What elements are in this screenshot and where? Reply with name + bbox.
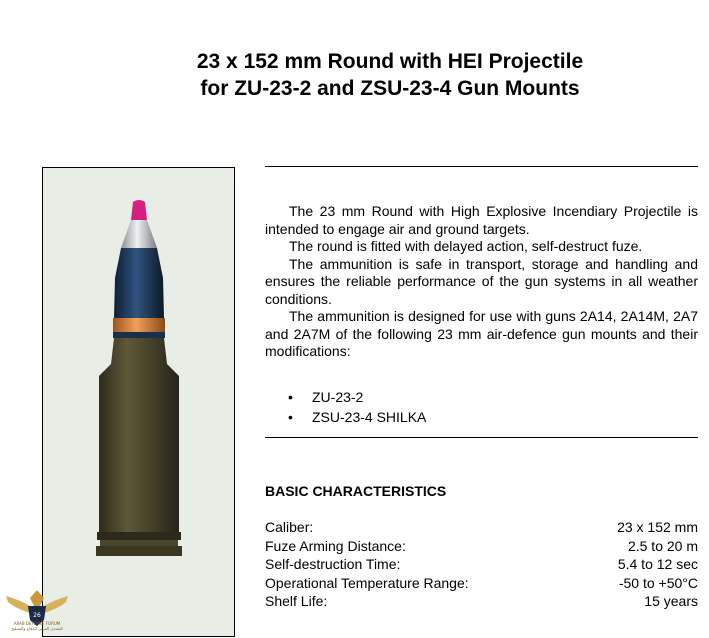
spec-value: -50 to +50°C	[618, 574, 698, 591]
spec-value: 5.4 to 12 sec	[617, 556, 698, 572]
title-line-2: for ZU-23-2 and ZSU-23-4 Gun Mounts	[200, 77, 580, 100]
table-row	[265, 592, 698, 611]
top-divider	[265, 166, 698, 167]
description	[265, 203, 698, 361]
characteristics-table	[265, 518, 698, 611]
title-line-1: 23 x 152 mm Round with HEI Projectile	[196, 50, 584, 73]
section-heading: BASIC CHARACTERISTICS	[265, 483, 447, 499]
spec-value: 2.5 to 20 m	[627, 537, 698, 554]
bottom-divider	[265, 437, 698, 438]
list-item: • ZSU-23-4 SHILKA	[288, 409, 427, 425]
gun-mount-list	[288, 387, 426, 427]
fuze	[121, 220, 157, 248]
watermark-caption: ARAB DEFENSE FORUM المنتدى العربي للدفاع والتسليح	[11, 621, 63, 631]
description-paragraph: The ammunition is designed for use with guns 2A14, 2A14M, 2A7 and 2A7M of the following 23 mm air-defence gun mounts and their modifications:	[265, 308, 698, 359]
table-row	[265, 537, 698, 556]
description-paragraph: The 23 mm Round with High Explosive Incendiary Projectile is intended to engage air and ground targets.	[265, 203, 698, 237]
bullet-icon: •	[288, 389, 293, 405]
driving-band	[113, 318, 165, 332]
table-row	[265, 574, 698, 593]
spec-label: Self-destruction Time:	[265, 556, 401, 572]
projectile-tip	[131, 200, 147, 220]
spec-label: Fuze Arming Distance:	[265, 537, 406, 554]
svg-text:26: 26	[33, 612, 41, 619]
table-row	[265, 518, 698, 537]
spec-label: Caliber:	[265, 519, 314, 535]
spec-value: 23 x 152 mm	[617, 519, 698, 535]
description-paragraph: The ammunition is safe in transport, storage and handling and ensures the reliable performance of the gun systems in all weather conditions.	[265, 255, 698, 307]
projectile-body	[114, 248, 164, 318]
description-paragraph: The round is fitted with delayed action, self-destruct fuze.	[289, 238, 643, 254]
cartridge-case	[99, 338, 179, 532]
list-item: • ZU-23-2	[288, 389, 364, 405]
spec-label: Operational Temperature Range:	[265, 574, 469, 591]
round-photo	[42, 167, 235, 637]
spec-label: Shelf Life:	[265, 593, 328, 609]
bullet-icon: •	[288, 409, 293, 425]
page-title	[0, 48, 709, 102]
spec-value: 15 years	[644, 593, 698, 609]
table-row	[265, 555, 698, 574]
